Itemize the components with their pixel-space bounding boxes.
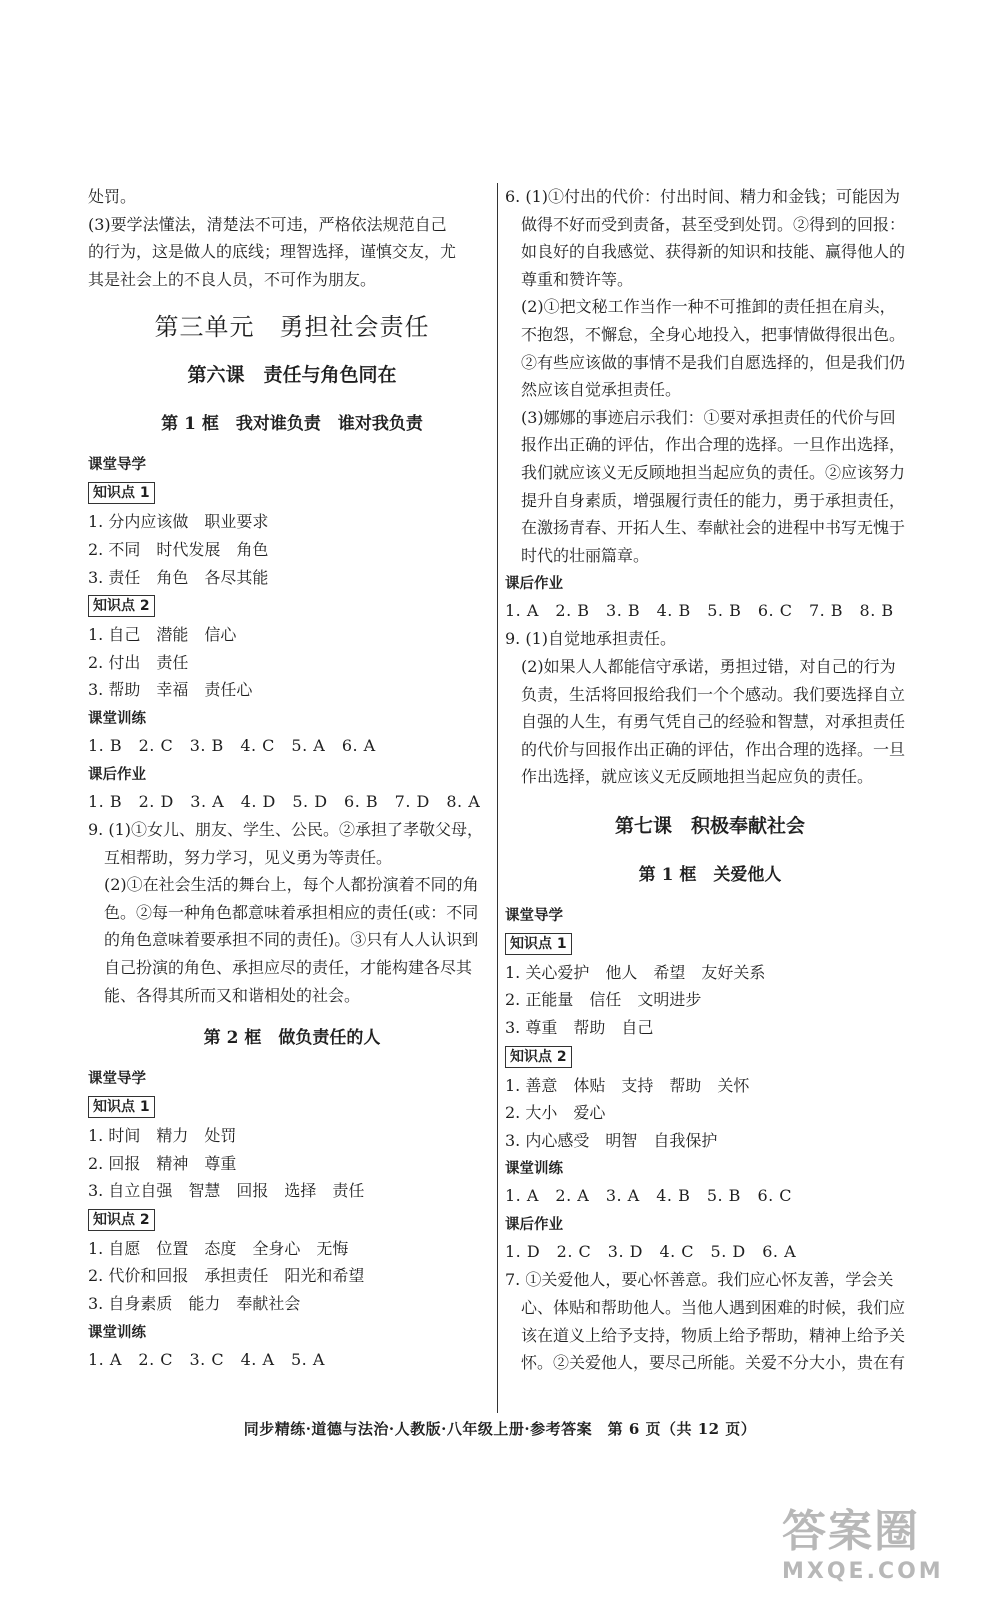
text-line: 的行为，这是做人的底线；理智选择，谨慎交友，尤 [88,242,457,262]
answer-line: 1. A 2. B 3. B 4. B 5. B 6. C 7. B 8. B [505,601,894,621]
knowledge-point-badge: 知识点 1 [505,933,572,955]
list-item: 1. 善意 体贴 支持 帮助 关怀 [505,1075,750,1095]
text-line: 9. (1)①女儿、朋友、学生、公民。②承担了孝敬父母， [88,819,484,839]
frame-title: 第 1 框 关爱他人 [638,864,782,885]
list-item: 2. 不同 时代发展 角色 [88,539,269,559]
text-line: 尊重和赞许等。 [505,269,634,289]
list-item: 3. 内心感受 明智 自我保护 [505,1130,718,1150]
answer-line: 1. A 2. A 3. A 4. B 5. B 6. C [505,1186,793,1206]
column-divider [497,183,498,1413]
text-line: 在激扬青春、开拓人生、奉献社会的进程中书写无愧于 [505,518,906,538]
knowledge-point-badge: 知识点 2 [88,595,155,617]
list-item: 1. 自己 潜能 信心 [88,625,237,645]
list-item: 2. 代价和回报 承担责任 阳光和希望 [88,1266,365,1286]
knowledge-point-badge: 知识点 2 [88,1209,155,1231]
text-line: 提升自身素质，增强履行责任的能力，勇于承担责任， [505,490,906,510]
watermark-url: MXQE.COM [782,1559,944,1584]
answer-line: 1. D 2. C 3. D 4. C 5. D 6. A [505,1242,797,1262]
list-item: 3. 自身素质 能力 奉献社会 [88,1294,301,1314]
text-line: (3)要学法懂法，清楚法不可违，严格依法规范自己 [88,214,447,234]
answer-line: 1. B 2. C 3. B 4. C 5. A 6. A [88,735,376,755]
text-line: (2)①把文秘工作当作一种不可推卸的责任担在肩头， [505,297,896,317]
section-label: 课后作业 [505,1217,563,1234]
list-item: 3. 帮助 幸福 责任心 [88,680,253,700]
top-lines [88,183,496,293]
text-line: 处罚。 [88,187,137,206]
text-line: 我们就应该义无反顾地担当起应负的责任。②应该努力 [505,462,906,482]
lesson-title: 第六课 责任与角色同在 [187,364,397,387]
text-line: 心、体贴和帮助他人。当他人遇到困难的时候，我们应 [505,1298,906,1318]
answer-line: 1. B 2. D 3. A 4. D 5. D 6. B 7. D 8. A [88,791,481,811]
knowledge-point-badge: 知识点 1 [88,482,155,504]
list-item: 1. 分内应该做 职业要求 [88,512,269,532]
section-label: 课堂导学 [505,907,563,924]
list-item: 2. 大小 爱心 [505,1103,606,1123]
section-label: 课堂训练 [505,1161,563,1178]
section-label: 课堂导学 [88,1071,146,1088]
section-label: 课堂训练 [88,1324,146,1341]
list-item: 1. 时间 精力 处罚 [88,1126,237,1146]
text-line: 作出选择，就应该义无反顾地担当起应负的责任。 [505,767,874,787]
list-item: 1. 关心爱护 他人 希望 友好关系 [505,962,766,982]
knowledge-point-badge: 知识点 2 [505,1046,572,1068]
text-line: 其是社会上的不良人员，不可作为朋友。 [88,269,377,289]
answer-line: 1. A 2. C 3. C 4. A 5. A [88,1349,325,1369]
list-item: 1. 自愿 位置 态度 全身心 无悔 [88,1238,349,1258]
text-line: 时代的壮丽篇章。 [505,545,650,565]
text-line: (3)娜娜的事迹启示我们：①要对承担责任的代价与回 [505,407,896,427]
right-column [505,183,915,1377]
frame-title: 第 1 框 我对谁负责 谁对我负责 [161,414,423,435]
text-line: (2)如果人人都能信守承诺，勇担过错，对自己的行为 [505,656,896,676]
text-line: 互相帮助，努力学习，见义勇为等责任。 [88,847,393,867]
text-line: 怀。②关爱他人，要尽己所能。关爱不分大小，贵在有 [505,1353,906,1373]
list-item: 3. 责任 角色 各尽其能 [88,567,269,587]
watermark-logo [782,1495,972,1595]
text-line: 的角色意味着要承担不同的责任)。③只有人人认识到 [88,930,479,950]
text-line: 做得不好而受到责备，甚至受到处罚。②得到的回报： [505,214,906,234]
text-line: 报作出正确的评估，作出合理的选择。一旦作出选择， [505,435,906,455]
text-line: 该在道义上给予支持，物质上给予帮助，精神上给予关 [505,1325,906,1345]
text-line: 不抱怨，不懈怠，全身心地投入，把事情做得很出色。 [505,324,906,344]
text-line: 7. ①关爱他人，要心怀善意。我们应心怀友善，学会关 [505,1270,894,1290]
text-line: 负责，生活将回报给我们一个个感动。我们要选择自立 [505,684,906,704]
text-line: 自己扮演的角色、承担应尽的责任，才能构建各尽其 [88,957,473,977]
text-line: 9. (1)自觉地承担责任。 [505,629,677,649]
left-column [88,183,496,1374]
unit-title: 第三单元 勇担社会责任 [154,313,430,342]
list-item: 2. 回报 精神 尊重 [88,1153,237,1173]
section-label: 课堂训练 [88,710,146,727]
text-line: 的代价与回报作出正确的评估，作出合理的选择。一旦 [505,739,906,759]
list-item: 3. 尊重 帮助 自己 [505,1018,654,1038]
text-line: 能、各得其所而又和谐相处的社会。 [88,985,361,1005]
text-line: ②有些应该做的事情不是我们自愿选择的，但是我们仍 [505,352,906,372]
section-label: 课后作业 [88,766,146,783]
frame-title: 第 2 框 做负责任的人 [203,1028,381,1049]
text-line: 然应该自觉承担责任。 [505,380,682,400]
page-footer: 同步精练·道德与法治·人教版·八年级上册·参考答案 第 6 页（共 12 页） [243,1420,757,1438]
watermark-text: 答案圈 [782,1506,920,1557]
list-item: 2. 付出 责任 [88,652,189,672]
text-line: 如良好的自我感觉、获得新的知识和技能、赢得他人的 [505,242,906,262]
list-item: 2. 正能量 信任 文明进步 [505,990,702,1010]
section-label: 课堂导学 [88,457,146,474]
text-line: 自强的人生，有勇气凭自己的经验和智慧，对承担责任 [505,712,906,732]
knowledge-point-badge: 知识点 1 [88,1096,155,1118]
text-line: 色。②每一种角色都意味着承担相应的责任(或：不同 [88,902,479,922]
text-line: 6. (1)①付出的代价：付出时间、精力和金钱；可能因为 [505,187,901,206]
text-line: (2)①在社会生活的舞台上，每个人都扮演着不同的角 [88,875,479,895]
lesson-title: 第七课 积极奉献社会 [614,814,805,837]
list-item: 3. 自立自强 智慧 回报 选择 责任 [88,1181,365,1201]
section-label: 课后作业 [505,576,563,593]
